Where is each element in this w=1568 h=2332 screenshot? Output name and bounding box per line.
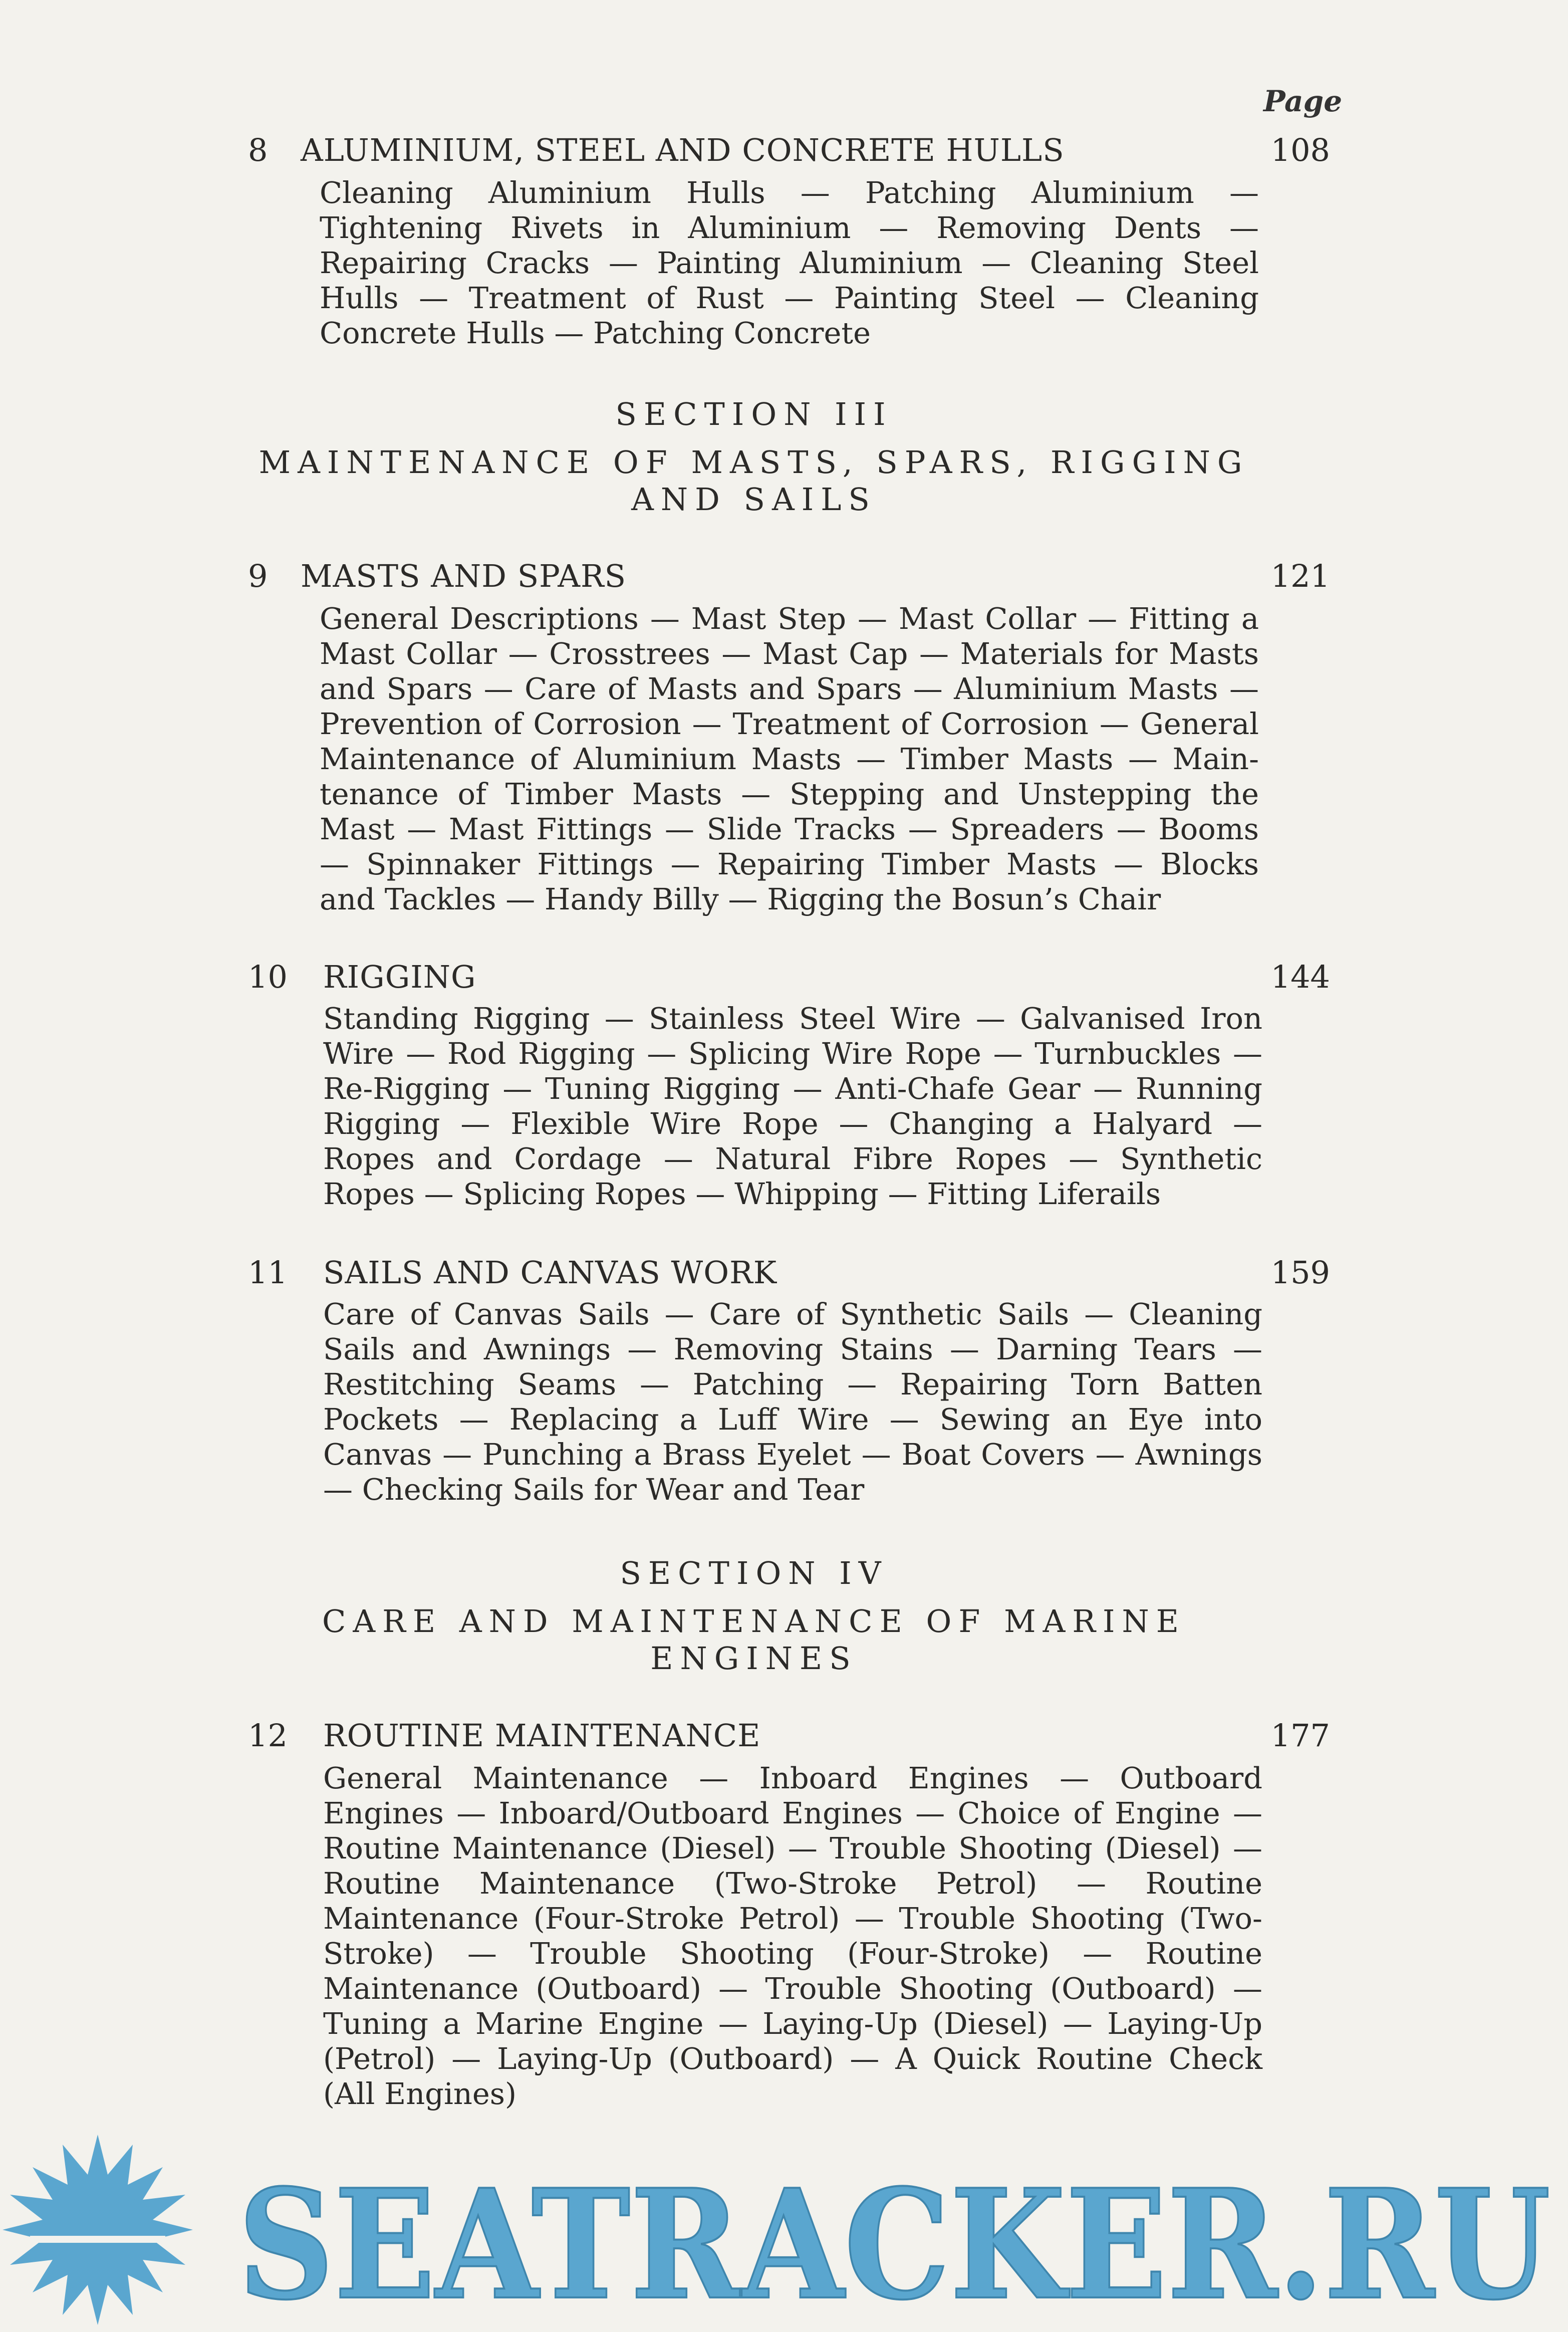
watermark: [0, 2125, 1568, 2330]
section-title-line-2: AND SAILS: [631, 481, 877, 518]
section-title-line-2: ENGINES: [650, 1640, 858, 1677]
section-heading-3: [248, 396, 1260, 518]
chapter-number: 11: [248, 1254, 288, 1291]
section-label: SECTION III: [615, 396, 893, 432]
section-heading-4: [248, 1555, 1260, 1677]
section-title-line-1: CARE AND MAINTENANCE OF MARINE: [322, 1603, 1186, 1640]
watermark-graphic: [0, 2125, 1568, 2330]
chapter-description: General Descriptions — Mast Step — Mast Collar — Fitting a Mast Collar — Crosstrees — Mast Cap — Materials for Masts and Spars — Care of Masts and Spars — Aluminium Masts — Prevention of Corrosion — Treatment of Corrosion — General Maintenance of Aluminium Masts — Timber Masts — Maintenance of Timber Masts — Stepping and Unstepping the Mast — Mast Fittings — Slide Tracks — Spreaders — Booms — Spinnaker Fittings — Repairing Timber Masts — Blocks and Tackles — Handy Billy — Rigging the Bosun’s Chair: [320, 601, 1259, 916]
section-title-line-1: MAINTENANCE OF MASTS, SPARS, RIGGING: [258, 444, 1249, 481]
chapter-title: RIGGING: [323, 959, 476, 995]
chapter-number: 12: [248, 1717, 288, 1754]
chapter-page: 108: [1270, 132, 1330, 168]
chapter-number: 8: [248, 132, 268, 168]
section-label: SECTION IV: [620, 1555, 888, 1591]
sun-core: [50, 2182, 145, 2277]
chapter-title: ALUMINIUM, STEEL AND CONCRETE HULLS: [301, 132, 1065, 168]
chapter-description: Care of Canvas Sails — Care of Synthetic Sails — Cleaning Sails and Awnings — Removing Stains — Darning Tears — Restitching Seams — Patching — Repairing Torn Batten Pockets — Replacing a Luff Wire — Sewing an Eye into Canvas — Punching a Brass Eyelet — Boat Covers — Awnings — Checking Sails for Wear and Tear: [323, 1297, 1262, 1507]
chapter-page: 144: [1270, 959, 1330, 995]
chapter-page: 177: [1270, 1717, 1330, 1754]
chapter-description: Cleaning Aluminium Hulls — Patching Aluminium — Tightening Rivets in Aluminium — Removing Dents — Repairing Cracks — Painting Aluminium — Cleaning Steel Hulls — Treatment of Rust — Painting Steel — Cleaning Concrete Hulls — Patching Concrete: [320, 175, 1259, 350]
chapter-description: Standing Rigging — Stainless Steel Wire — Galvanised Iron Wire — Rod Rigging — Splicing Wire Rope — Turnbuckles — Re-Rigging — Tuning Rigging — Anti-Chafe Gear — Running Rigging — Flexible Wire Rope — Changing a Halyard — Ropes and Cordage — Natural Fibre Ropes — Synthetic Ropes — Splicing Ropes — Whipping — Fitting Liferails: [323, 1001, 1262, 1211]
watermark-text: SEATRACKER.RU: [238, 2156, 1550, 2330]
chapter-page: 159: [1270, 1254, 1330, 1291]
chapter-title: MASTS AND SPARS: [301, 558, 627, 594]
sun-icon: [3, 2135, 193, 2325]
chapter-description: General Maintenance — Inboard Engines — Outboard Engines — Inboard/Outboard Engines — Choice of Engine — Routine Maintenance (Diesel) — Trouble Shooting (Diesel) — Routine Maintenance (Two-Stroke Petrol) — Routine Maintenance (Four-Stroke Petrol) — Trouble Shooting (Two-Stroke) — Trouble Shooting (Four-Stroke) — Routine Maintenance (Outboard) — Trouble Shooting (Outboard) — Tuning a Marine Engine — Laying-Up (Diesel) — Laying-Up (Petrol) — Laying-Up (Outboard) — A Quick Routine Check (All Engines): [323, 1761, 1262, 2111]
chapter-number: 10: [248, 959, 288, 995]
chapter-title: ROUTINE MAINTENANCE: [323, 1717, 761, 1754]
page-column-label: Page: [1263, 84, 1343, 118]
sun-horizon-line: [30, 2236, 165, 2243]
chapter-title: SAILS AND CANVAS WORK: [323, 1254, 777, 1291]
chapter-number: 9: [248, 558, 268, 594]
chapter-page: 121: [1270, 558, 1330, 594]
